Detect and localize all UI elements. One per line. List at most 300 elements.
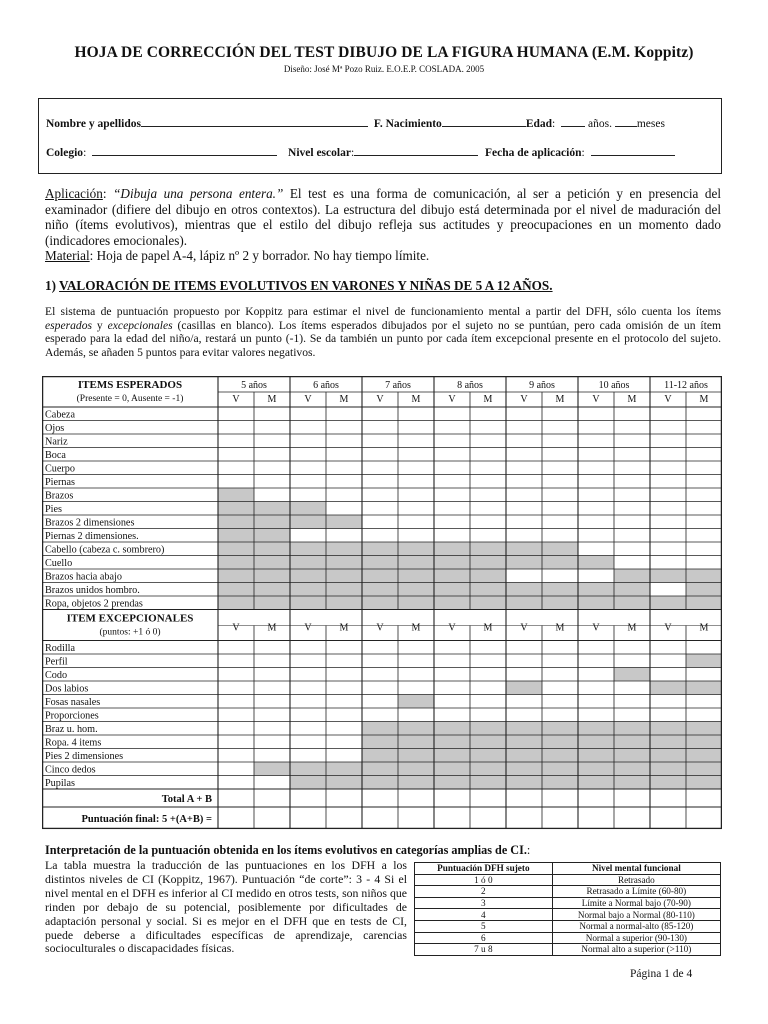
esperado-score-cell[interactable] (470, 407, 506, 421)
esperado-score-cell[interactable] (218, 434, 254, 448)
excepcional-score-cell[interactable] (686, 695, 722, 709)
excepcional-score-cell[interactable] (218, 708, 254, 722)
para1-text-2: y (92, 318, 108, 332)
esperado-score-cell[interactable] (614, 434, 650, 448)
total-cell[interactable] (290, 789, 326, 807)
esperado-score-cell (326, 569, 362, 583)
excepcional-score-cell[interactable] (614, 681, 650, 695)
final-score-cell[interactable] (578, 807, 614, 829)
esperado-score-cell[interactable] (218, 421, 254, 435)
total-cell[interactable] (470, 789, 506, 807)
excepcional-score-cell[interactable] (470, 681, 506, 695)
excepcional-score-cell[interactable] (650, 668, 686, 682)
esperado-score-cell[interactable] (578, 569, 614, 583)
edad-anos-field[interactable] (561, 116, 585, 127)
esperado-score-cell[interactable] (326, 448, 362, 462)
esperado-score-cell[interactable] (326, 407, 362, 421)
excepcional-score-cell[interactable] (686, 708, 722, 722)
excepcional-score-cell[interactable] (578, 681, 614, 695)
excepcional-score-cell[interactable] (326, 654, 362, 668)
esperado-score-cell[interactable] (290, 407, 326, 421)
excepcional-score-cell[interactable] (254, 722, 290, 736)
esperado-score-cell[interactable] (578, 529, 614, 543)
excepcional-score-cell[interactable] (218, 654, 254, 668)
excepcional-item-label: Dos labios (45, 683, 89, 695)
esperado-score-cell[interactable] (578, 421, 614, 435)
excepcional-score-cell[interactable] (254, 641, 290, 655)
total-cell[interactable] (650, 789, 686, 807)
excepcional-score-cell[interactable] (434, 708, 470, 722)
esperado-score-cell[interactable] (506, 421, 542, 435)
excepcional-score-cell[interactable] (506, 708, 542, 722)
excepcional-score-cell[interactable] (254, 749, 290, 763)
esperado-score-cell[interactable] (578, 542, 614, 556)
total-cell[interactable] (686, 789, 722, 807)
esperado-score-cell[interactable] (686, 448, 722, 462)
esperado-score-cell (578, 556, 614, 570)
esperado-score-cell[interactable] (614, 529, 650, 543)
excepcional-score-cell[interactable] (254, 654, 290, 668)
esperado-score-cell[interactable] (326, 475, 362, 489)
excepcional-score-cell[interactable] (326, 695, 362, 709)
excepcional-score-cell[interactable] (218, 762, 254, 776)
esperado-score-cell[interactable] (290, 461, 326, 475)
esperado-score-cell[interactable] (470, 502, 506, 516)
edad-meses-field[interactable] (615, 116, 637, 127)
excepcional-score-cell[interactable] (218, 735, 254, 749)
esperado-score-cell[interactable] (362, 448, 398, 462)
final-score-cell[interactable] (686, 807, 722, 829)
esperado-score-cell[interactable] (578, 475, 614, 489)
excepcional-score-cell[interactable] (362, 695, 398, 709)
esperado-score-cell[interactable] (614, 515, 650, 529)
esperado-score-cell[interactable] (362, 421, 398, 435)
esperado-score-cell[interactable] (506, 434, 542, 448)
esperado-score-cell (398, 583, 434, 597)
esperado-score-cell[interactable] (434, 448, 470, 462)
excepcional-score-cell[interactable] (470, 654, 506, 668)
excepcional-score-cell[interactable] (326, 722, 362, 736)
esperado-score-cell[interactable] (290, 529, 326, 543)
esperado-score-cell[interactable] (542, 488, 578, 502)
final-score-cell[interactable] (614, 807, 650, 829)
excepcional-score-cell[interactable] (326, 735, 362, 749)
excepcional-score-cell[interactable] (650, 654, 686, 668)
esperado-score-cell[interactable] (434, 434, 470, 448)
excepcional-score-cell[interactable] (290, 695, 326, 709)
excepcional-score-cell[interactable] (578, 641, 614, 655)
excepcional-score-cell[interactable] (290, 668, 326, 682)
excepcional-score-cell[interactable] (290, 749, 326, 763)
total-cell[interactable] (254, 789, 290, 807)
esperado-score-cell[interactable] (614, 488, 650, 502)
total-cell[interactable] (542, 789, 578, 807)
esperado-score-cell[interactable] (542, 569, 578, 583)
esperado-score-cell[interactable] (434, 502, 470, 516)
esperado-score-cell[interactable] (686, 461, 722, 475)
excepcional-score-cell[interactable] (290, 722, 326, 736)
esperado-score-cell[interactable] (506, 407, 542, 421)
esperado-score-cell[interactable] (470, 448, 506, 462)
excepcional-score-cell[interactable] (326, 681, 362, 695)
excepcional-score-cell[interactable] (542, 681, 578, 695)
esperado-score-cell[interactable] (326, 434, 362, 448)
sex-header: V (304, 622, 312, 634)
esperado-score-cell[interactable] (290, 475, 326, 489)
esperado-score-cell[interactable] (398, 515, 434, 529)
excepcional-score-cell[interactable] (542, 654, 578, 668)
esperado-score-cell[interactable] (542, 502, 578, 516)
esperado-score-cell[interactable] (398, 475, 434, 489)
nombre-field[interactable] (141, 116, 368, 127)
esperado-score-cell[interactable] (686, 475, 722, 489)
excepcional-score-cell[interactable] (434, 681, 470, 695)
esperado-score-cell[interactable] (542, 475, 578, 489)
excepcional-score-cell[interactable] (434, 668, 470, 682)
esperado-score-cell[interactable] (614, 461, 650, 475)
esperado-score-cell[interactable] (254, 488, 290, 502)
excepcional-score-cell[interactable] (254, 668, 290, 682)
esperado-score-cell[interactable] (686, 434, 722, 448)
esperado-score-cell[interactable] (614, 407, 650, 421)
final-score-cell[interactable] (470, 807, 506, 829)
final-score-cell[interactable] (650, 807, 686, 829)
esperado-score-cell[interactable] (614, 475, 650, 489)
esperado-score-cell[interactable] (542, 434, 578, 448)
esperado-score-cell[interactable] (290, 434, 326, 448)
esperado-score-cell (290, 583, 326, 597)
esperado-score-cell[interactable] (650, 407, 686, 421)
excepcional-score-cell[interactable] (614, 708, 650, 722)
excepcional-score-cell[interactable] (542, 695, 578, 709)
excepcional-score-cell[interactable] (326, 749, 362, 763)
esperado-score-cell[interactable] (650, 502, 686, 516)
excepcional-score-cell[interactable] (290, 681, 326, 695)
excepcional-score-cell[interactable] (254, 776, 290, 790)
esperado-score-cell[interactable] (362, 502, 398, 516)
esperado-score-cell[interactable] (650, 529, 686, 543)
esperado-score-cell[interactable] (470, 421, 506, 435)
esperado-score-cell[interactable] (326, 421, 362, 435)
final-score-cell[interactable] (326, 807, 362, 829)
esperado-score-cell[interactable] (290, 488, 326, 502)
excepcional-score-cell[interactable] (218, 681, 254, 695)
excepcional-score-cell[interactable] (326, 708, 362, 722)
esperado-score-cell[interactable] (362, 407, 398, 421)
esperado-score-cell[interactable] (434, 461, 470, 475)
total-cell[interactable] (434, 789, 470, 807)
excepcional-score-cell[interactable] (362, 668, 398, 682)
excepcional-score-cell[interactable] (650, 708, 686, 722)
esperado-score-cell[interactable] (650, 475, 686, 489)
esperado-score-cell[interactable] (506, 475, 542, 489)
esperado-score-cell[interactable] (686, 515, 722, 529)
final-score-cell[interactable] (362, 807, 398, 829)
excepcional-score-cell[interactable] (650, 695, 686, 709)
total-cell[interactable] (506, 789, 542, 807)
esperado-score-cell[interactable] (470, 475, 506, 489)
esperado-score-cell[interactable] (650, 583, 686, 597)
excepcional-score-cell (434, 762, 470, 776)
esperado-score-cell[interactable] (614, 421, 650, 435)
esperado-score-cell[interactable] (578, 515, 614, 529)
excepcional-score-cell[interactable] (470, 695, 506, 709)
esperado-score-cell[interactable] (578, 461, 614, 475)
esperado-score-cell[interactable] (326, 502, 362, 516)
sex-header: V (592, 394, 600, 405)
esperado-item-label: Piernas 2 dimensiones. (45, 531, 139, 542)
section-1-title: VALORACIÓN DE ITEMS EVOLUTIVOS EN VARONES Y NIÑAS DE 5 A 12 AÑOS. (59, 278, 553, 293)
esperado-score-cell[interactable] (506, 488, 542, 502)
esperado-score-cell[interactable] (254, 407, 290, 421)
esperado-score-cell[interactable] (290, 421, 326, 435)
esperado-score-cell[interactable] (686, 407, 722, 421)
excepcional-score-cell[interactable] (506, 668, 542, 682)
esperado-score-cell[interactable] (650, 515, 686, 529)
esperado-score-cell[interactable] (434, 529, 470, 543)
excepcional-score-cell[interactable] (614, 654, 650, 668)
excepcional-score-cell[interactable] (254, 708, 290, 722)
excepcional-score-cell[interactable] (218, 722, 254, 736)
esperado-score-cell[interactable] (686, 542, 722, 556)
excepcional-score-cell[interactable] (398, 654, 434, 668)
esperado-score-cell[interactable] (326, 461, 362, 475)
esperado-score-cell[interactable] (650, 542, 686, 556)
excepcional-score-cell[interactable] (398, 708, 434, 722)
esperado-score-cell[interactable] (470, 434, 506, 448)
esperado-score-cell[interactable] (398, 434, 434, 448)
excepcional-score-cell[interactable] (686, 668, 722, 682)
final-score-cell[interactable] (506, 807, 542, 829)
total-cell[interactable] (398, 789, 434, 807)
esperado-score-cell[interactable] (326, 488, 362, 502)
sex-header: V (448, 394, 456, 405)
final-score-cell[interactable] (290, 807, 326, 829)
esperado-score-cell[interactable] (506, 502, 542, 516)
ci-table-row (415, 909, 721, 921)
esperado-score-cell[interactable] (614, 542, 650, 556)
esperado-score-cell[interactable] (578, 434, 614, 448)
total-cell[interactable] (614, 789, 650, 807)
excepcional-score-cell[interactable] (398, 681, 434, 695)
esperado-score-cell[interactable] (254, 461, 290, 475)
esperado-score-cell[interactable] (434, 515, 470, 529)
esperado-score-cell[interactable] (542, 448, 578, 462)
esperado-score-cell (254, 556, 290, 570)
excepcional-score-cell[interactable] (686, 641, 722, 655)
esperado-score-cell[interactable] (686, 421, 722, 435)
esperado-score-cell[interactable] (614, 556, 650, 570)
esperado-score-cell[interactable] (650, 488, 686, 502)
esperado-score-cell[interactable] (686, 529, 722, 543)
excepcional-score-cell[interactable] (578, 708, 614, 722)
esperado-score-cell[interactable] (686, 488, 722, 502)
excepcional-score-cell[interactable] (506, 654, 542, 668)
esperado-score-cell[interactable] (542, 407, 578, 421)
esperado-score-cell[interactable] (542, 515, 578, 529)
excepcional-score-cell (578, 749, 614, 763)
esperado-score-cell[interactable] (362, 475, 398, 489)
excepcional-score-cell[interactable] (434, 654, 470, 668)
excepcional-score-cell[interactable] (578, 695, 614, 709)
esperado-score-cell[interactable] (506, 461, 542, 475)
esperado-score-cell[interactable] (470, 461, 506, 475)
esperado-score-cell[interactable] (362, 515, 398, 529)
esperado-score-cell[interactable] (362, 461, 398, 475)
excepcional-score-cell[interactable] (614, 695, 650, 709)
excepcional-score-cell[interactable] (254, 735, 290, 749)
esperado-score-cell (218, 556, 254, 570)
excepcional-score-cell[interactable] (398, 668, 434, 682)
excepcional-score-cell[interactable] (614, 641, 650, 655)
esperado-score-cell[interactable] (254, 434, 290, 448)
excepcional-score-cell[interactable] (578, 668, 614, 682)
esperado-score-cell (254, 515, 290, 529)
age-header: 6 años (313, 380, 339, 391)
excepcional-score-cell[interactable] (218, 641, 254, 655)
esperado-score-cell[interactable] (470, 529, 506, 543)
total-cell[interactable] (362, 789, 398, 807)
excepcional-score-cell[interactable] (290, 735, 326, 749)
esperado-score-cell[interactable] (470, 515, 506, 529)
esperado-score-cell[interactable] (650, 421, 686, 435)
esperado-score-cell[interactable] (398, 488, 434, 502)
esperado-score-cell[interactable] (578, 448, 614, 462)
excepcional-score-cell[interactable] (362, 654, 398, 668)
esperado-score-cell[interactable] (362, 529, 398, 543)
esperado-score-cell[interactable] (398, 502, 434, 516)
esperado-score-cell[interactable] (434, 488, 470, 502)
esperado-score-cell[interactable] (434, 407, 470, 421)
total-cell[interactable] (326, 789, 362, 807)
excepcional-score-cell[interactable] (218, 668, 254, 682)
fecha-field[interactable] (591, 145, 675, 156)
scoring-table (42, 376, 722, 832)
excepcional-score-cell[interactable] (434, 641, 470, 655)
excepcional-score-cell[interactable] (398, 641, 434, 655)
esperado-score-cell[interactable] (614, 502, 650, 516)
esperado-score-cell[interactable] (542, 529, 578, 543)
excepcional-score-cell[interactable] (362, 641, 398, 655)
excepcional-score-cell[interactable] (254, 695, 290, 709)
esperado-item-label: Boca (45, 450, 66, 461)
excepcional-score-cell[interactable] (542, 708, 578, 722)
excepcional-score-cell[interactable] (470, 641, 506, 655)
esperado-score-cell[interactable] (578, 488, 614, 502)
age-header: 7 años (385, 380, 411, 391)
esperado-score-cell[interactable] (650, 434, 686, 448)
excepcional-score-cell[interactable] (326, 668, 362, 682)
excepcional-score-cell[interactable] (362, 708, 398, 722)
esperado-score-cell[interactable] (218, 448, 254, 462)
esperado-score-cell[interactable] (542, 421, 578, 435)
esperado-score-cell[interactable] (254, 448, 290, 462)
excepcional-score-cell[interactable] (434, 695, 470, 709)
excepcional-score-cell[interactable] (254, 681, 290, 695)
excepcional-score-cell[interactable] (218, 695, 254, 709)
excepcional-score-cell[interactable] (470, 668, 506, 682)
excepcional-score-cell[interactable] (362, 681, 398, 695)
esperado-score-cell[interactable] (326, 529, 362, 543)
esperado-score-cell[interactable] (218, 407, 254, 421)
final-score-cell[interactable] (398, 807, 434, 829)
esperado-score-cell[interactable] (470, 488, 506, 502)
excepcional-score-cell (398, 695, 434, 709)
excepcional-score-cell[interactable] (218, 776, 254, 790)
esperado-score-cell[interactable] (398, 529, 434, 543)
esperado-score-cell (398, 569, 434, 583)
esperado-score-cell[interactable] (614, 448, 650, 462)
sex-header: V (664, 394, 672, 405)
esperado-score-cell[interactable] (506, 448, 542, 462)
esperado-score-cell[interactable] (650, 448, 686, 462)
final-score-cell[interactable] (218, 807, 254, 829)
excepcional-score-cell[interactable] (542, 668, 578, 682)
excepcional-score-cell[interactable] (218, 749, 254, 763)
total-cell[interactable] (218, 789, 254, 807)
esperado-score-cell[interactable] (398, 448, 434, 462)
esperado-score-cell[interactable] (398, 421, 434, 435)
esperado-score-cell[interactable] (650, 556, 686, 570)
excepcional-score-cell[interactable] (506, 695, 542, 709)
esperado-score-cell (470, 542, 506, 556)
excepcional-score-cell[interactable] (290, 708, 326, 722)
esperado-score-cell[interactable] (398, 461, 434, 475)
excepcional-score-cell[interactable] (290, 654, 326, 668)
esperado-score-cell (218, 596, 254, 610)
esperado-score-cell[interactable] (398, 407, 434, 421)
esperado-score-cell[interactable] (506, 569, 542, 583)
nivel-label: Nivel escolar (288, 147, 351, 159)
esperado-score-cell[interactable] (290, 448, 326, 462)
esperado-score-cell[interactable] (218, 461, 254, 475)
nivel-field[interactable] (354, 145, 478, 156)
final-score-cell[interactable] (434, 807, 470, 829)
excepcional-score-cell[interactable] (578, 654, 614, 668)
excepcional-score-cell[interactable] (506, 641, 542, 655)
esperado-score-cell[interactable] (254, 421, 290, 435)
esperado-score-cell[interactable] (362, 434, 398, 448)
esperado-score-cell[interactable] (434, 421, 470, 435)
excepcional-score-cell[interactable] (326, 641, 362, 655)
colegio-field[interactable] (92, 145, 277, 156)
edad-label: Edad (525, 118, 553, 130)
esperado-score-cell[interactable] (434, 475, 470, 489)
esperado-score-cell[interactable] (254, 475, 290, 489)
final-score-cell[interactable] (254, 807, 290, 829)
esperado-score-cell (326, 596, 362, 610)
esperado-score-cell[interactable] (506, 515, 542, 529)
sex-header: V (520, 394, 528, 405)
excepcional-score-cell[interactable] (470, 708, 506, 722)
esperado-score-cell[interactable] (578, 502, 614, 516)
excepcional-score-cell[interactable] (650, 641, 686, 655)
esperado-score-cell[interactable] (686, 556, 722, 570)
esperado-score-cell[interactable] (686, 502, 722, 516)
nacimiento-field[interactable] (442, 116, 526, 127)
total-label: Total A + B (161, 794, 212, 805)
esperado-score-cell[interactable] (362, 488, 398, 502)
final-score-cell[interactable] (542, 807, 578, 829)
esperado-score-cell[interactable] (542, 461, 578, 475)
esperado-score-cell[interactable] (578, 407, 614, 421)
esperado-score-cell[interactable] (218, 475, 254, 489)
esperado-score-cell[interactable] (506, 529, 542, 543)
total-cell[interactable] (578, 789, 614, 807)
excepcional-score-cell[interactable] (542, 641, 578, 655)
excepcional-score-cell[interactable] (290, 641, 326, 655)
esperado-score-cell[interactable] (650, 461, 686, 475)
